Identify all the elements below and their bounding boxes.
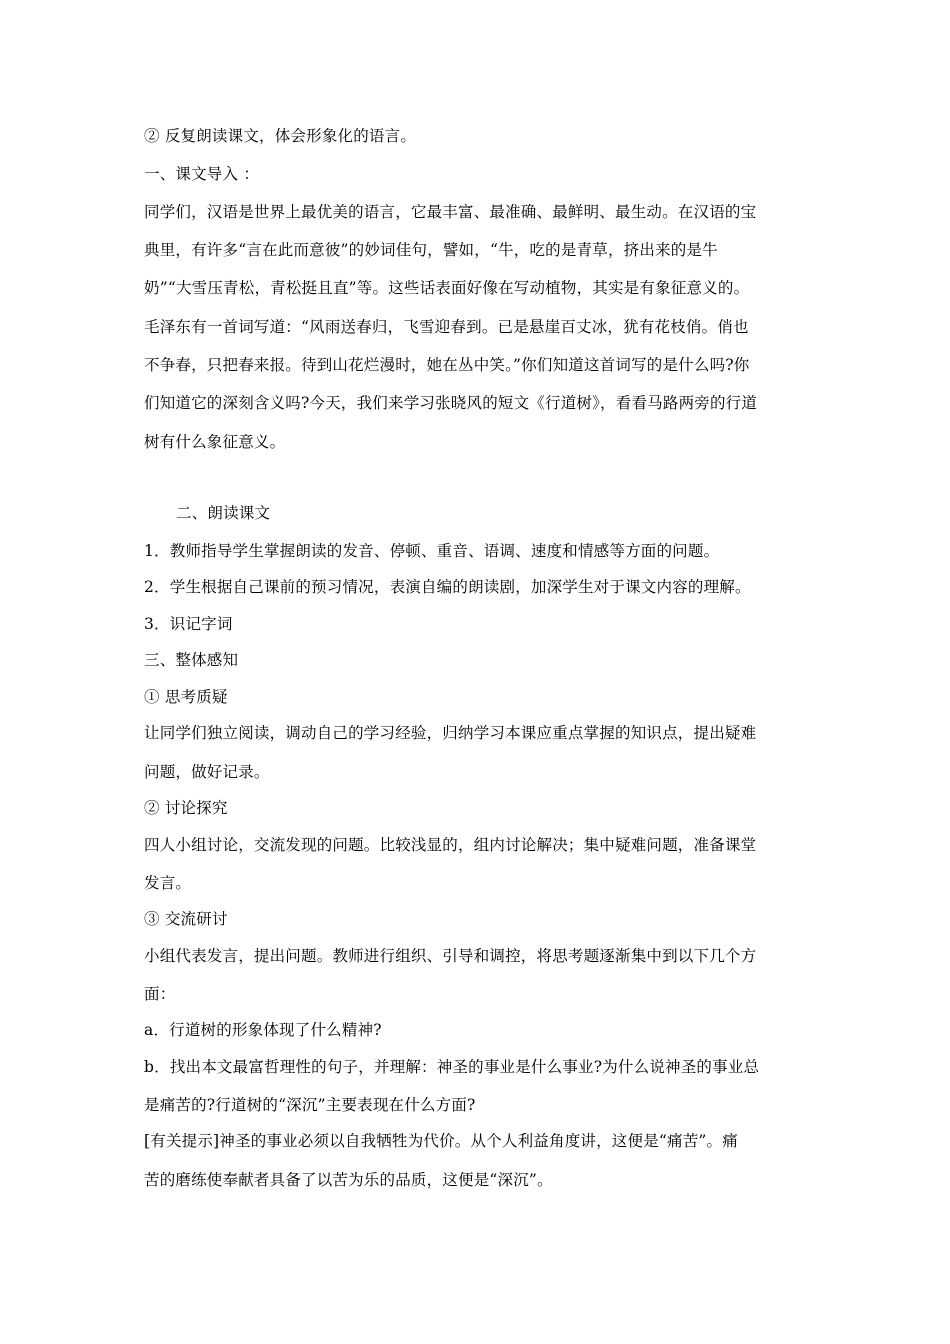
- subheading-exchange: ③ 交流研讨: [144, 910, 228, 928]
- paragraph-line: 问题，做好记录。: [144, 763, 270, 781]
- subheading-discussion: ② 讨论探究: [144, 799, 228, 817]
- paragraph-line: 让同学们独立阅读，调动自己的学习经验，归纳学习本课应重点掌握的知识点，提出疑难: [144, 724, 757, 742]
- hint-line: [有关提示]神圣的事业必须以自我牺牲为代价。从个人利益角度讲，这便是“痛苦”。痛: [144, 1132, 738, 1150]
- objective-line: ② 反复朗读课文，体会形象化的语言。: [144, 127, 417, 145]
- paragraph-line: 小组代表发言，提出问题。教师进行组织、引导和调控，将思考题逐渐集中到以下几个方: [144, 947, 757, 965]
- paragraph-line: 们知道它的深刻含义吗?今天，我们来学习张晓风的短文《行道树》，看看马路两旁的行道: [144, 394, 758, 412]
- hint-line: 苦的磨练使奉献者具备了以苦为乐的品质，这便是“深沉”。: [144, 1171, 553, 1189]
- paragraph-line: 树有什么象征意义。: [144, 433, 286, 451]
- paragraph-line: 不争春，只把春来报。待到山花烂漫时，她在丛中笑。”你们知道这首词写的是什么吗?你: [144, 356, 750, 374]
- section-heading-overview: 三、整体感知: [144, 651, 239, 669]
- paragraph-line: 发言。: [144, 874, 192, 892]
- subheading-question: ① 思考质疑: [144, 688, 228, 706]
- section-heading-intro: 一、课文导入 ：: [144, 165, 260, 183]
- list-item: a．行道树的形象体现了什么精神?: [144, 1021, 382, 1039]
- list-item: 3．识记字词: [144, 615, 233, 633]
- paragraph-line: 毛泽东有一首词写道：“风雨送春归，飞雪迎春到。已是悬崖百丈冰，犹有花枝俏。俏也: [144, 318, 749, 336]
- paragraph-line: 四人小组讨论，交流发现的问题。比较浅显的，组内讨论解决；集中疑难问题，准备课堂: [144, 836, 757, 854]
- paragraph-line: 典里，有许多“言在此而意彼”的妙词佳句，譬如，“牛，吃的是青草，挤出来的是牛: [144, 241, 718, 259]
- paragraph-line: 奶”“大雪压青松，青松挺且直”等。这些话表面好像在写动植物，其实是有象征意义的。: [144, 279, 750, 297]
- paragraph-line: 面：: [144, 985, 176, 1003]
- section-heading-reading: 二、朗读课文: [176, 504, 271, 522]
- list-item: 2．学生根据自己课前的预习情况，表演自编的朗读剧，加深学生对于课文内容的理解。: [144, 578, 751, 596]
- list-item: 1．教师指导学生掌握朗读的发音、停顿、重音、语调、速度和情感等方面的问题。: [144, 542, 720, 560]
- paragraph-line: 同学们，汉语是世界上最优美的语言，它最丰富、最准确、最鲜明、最生动。在汉语的宝: [144, 203, 757, 221]
- list-item-continuation: 是痛苦的?行道树的“深沉”主要表现在什么方面?: [144, 1096, 476, 1114]
- list-item: b．找出本文最富哲理性的句子，并理解：神圣的事业是什么事业?为什么说神圣的事业总: [144, 1058, 760, 1076]
